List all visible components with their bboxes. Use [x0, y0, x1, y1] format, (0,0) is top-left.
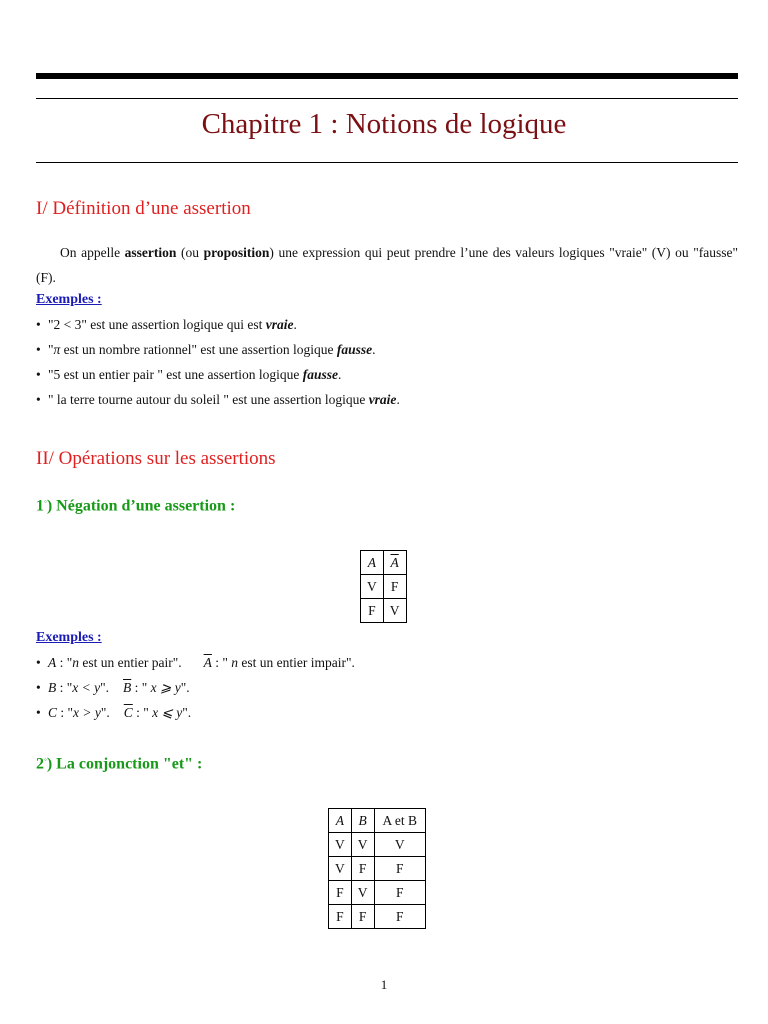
examples-label-2: Exemples :	[36, 630, 102, 645]
table-row: F F F	[329, 905, 426, 929]
title-top-rule	[36, 98, 738, 99]
table-header-row: A B A et B	[329, 809, 426, 833]
table-header-row: A $\overline{A}$	[361, 551, 407, 575]
list-item: • "5 est un entier pair " est une assertion logique fausse.	[36, 367, 342, 382]
list-item: • A : "n est un entier pair". $\overline{A}$ : " n est un entier impair".	[36, 655, 355, 670]
subsection-2-heading: 2◦) La conjonction "et" :	[36, 755, 203, 773]
list-item: • B : "x < y". $\overline{B}$ : " x ⩾ y".	[36, 680, 190, 695]
title-bottom-rule	[36, 162, 738, 163]
section-1-paragraph: On appelle assertion (ou proposition) une expression qui peut prendre l’une des valeurs logiques "vraie" (V) ou "fausse" (F).	[36, 245, 738, 285]
negation-truth-table	[360, 550, 407, 623]
page-number: 1	[380, 977, 388, 992]
list-item: • C : "x > y". $\overline{C}$ : " x ⩽ y".	[36, 705, 192, 720]
subsection-1-heading: 1◦) Négation d’une assertion :	[36, 497, 236, 515]
list-item: • "2 < 3" est une assertion logique qui est vraie.	[36, 317, 297, 332]
section-1-heading: I/ Définition d’une assertion	[36, 198, 251, 219]
table-row: F V F	[329, 881, 426, 905]
table-row: F V	[361, 599, 407, 623]
table-row: V F	[361, 575, 407, 599]
list-item: • " la terre tourne autour du soleil " est une assertion logique vraie.	[36, 392, 400, 407]
top-thick-rule	[36, 73, 738, 79]
table-row: V V V	[329, 833, 426, 857]
conjunction-truth-table	[328, 808, 426, 929]
section-2-heading: II/ Opérations sur les assertions	[36, 448, 276, 469]
table-row: V F F	[329, 857, 426, 881]
list-item: • "π est un nombre rationnel" est une assertion logique fausse.	[36, 342, 376, 357]
term-assertion: assertion	[124, 245, 177, 260]
term-proposition: proposition	[203, 245, 270, 260]
examples-label-1: Exemples :	[36, 292, 102, 307]
page-title: Chapitre 1 : Notions de logique	[201, 108, 567, 140]
